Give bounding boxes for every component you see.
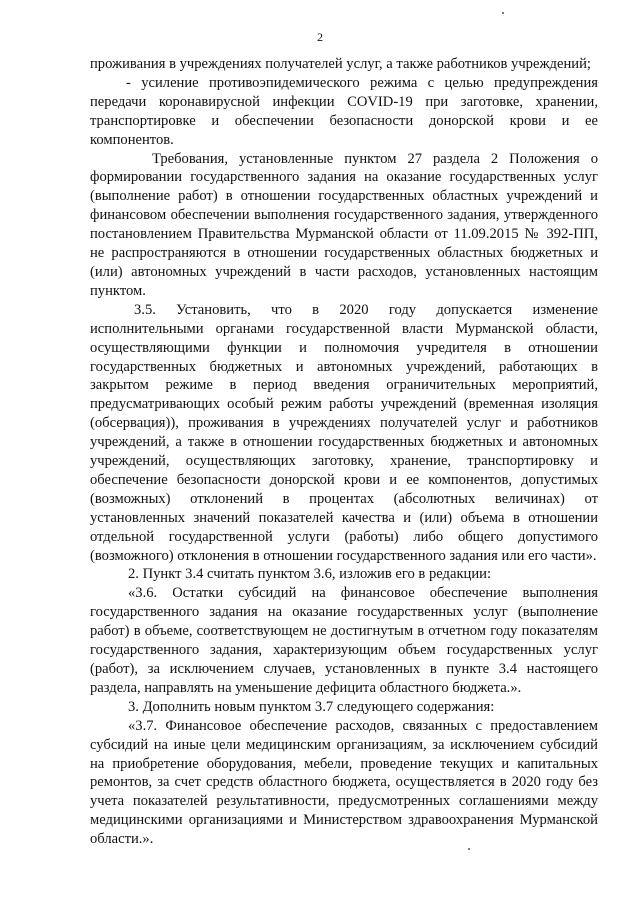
paragraph-continuation: проживания в учреждениях получателей услуг, а также работников учреждений; [90,56,591,72]
paragraph-clause-3-7: «3.7. Финансовое обеспечение расходов, связанных с предоставлением субсидий на иные цели медицинским организациям, за исключением субсидий на приобретение оборудования, мебели, проведение текущих и капитальных ремонтов, за счет средств областного бюджета, осуществляется в 2020 году без учета показателей результативности, предусмотренных соглашениями между медицинскими организациями и Министерством здравоохранения Мурманской области.». [90,717,598,848]
page-number: 2 [317,30,323,44]
paragraph-requirements: Требования, установленные пунктом 27 раздела 2 Положения о формировании государственного задания на оказание государственных услуг (выполнение работ) в отношении государственных областных учреждений и финансовом обеспечении выполнения государственного задания, утвержденного постановлением Правительства Мурманской области от 11.09.2015 № 392-ПП, не распространяются в отношении государственных областных бюджетных и (или) автономных учреждений в части расходов, установленных настоящим пунктом. [90,150,598,299]
scan-speck [502,12,504,14]
paragraph-clause-3-6: «3.6. Остатки субсидий на финансовое обеспечение выполнения государственного задания на оказание государственных услуг (выполнение работ) в объеме, соответствующем не достигнутым в отчетном году показателям государственного задания, характеризующим объем государственных услуг (работ), за исключением случаев, установленных в пункте 3.4 настоящего раздела, направлять на уменьшение дефицита областного бюджета.». [90,585,598,696]
scan-speck [468,848,470,850]
paragraph-item-3: 3. Дополнить новым пунктом 3.7 следующего содержания: [128,698,495,715]
list-item-dash: - усиление противоэпидемического режима с целью предупреждения передачи коронавирусной инфекции COVID-19 при заготовке, хранении, транспортировке и обеспечении безопасности донорской крови и ее компонентов. [90,74,598,148]
document-body [90,55,598,849]
paragraph-clause-3-5: 3.5. Установить, что в 2020 году допускается изменение исполнительными органами государственной власти Мурманской области, осуществляющими функции и полномочия учредителя в отношении государственных бюджетных и автономных учреждений, работающих в закрытом режиме в период введения ограничительных мероприятий, предусматривающих особый режим работы учреждений (временная изоляция (обсервация)), проживания в учреждениях получателей услуг и работников учреждений, а также в отношении государственных бюджетных и автономных учреждений, осуществляющих заготовку, хранение, транспортировку и обеспечение безопасности донорской крови и ее компонентов, допустимых (возможных) отклонений в процентах (абсолютных величинах) от установленных значений показателей качества и (или) объема в отношении отдельной государственной услуги (работы) либо общего допустимого (возможного) отклонения в отношении государственного задания или его части». [90,301,598,564]
paragraph-item-2: 2. Пункт 3.4 считать пунктом 3.6, изложив его в редакции: [128,566,492,583]
